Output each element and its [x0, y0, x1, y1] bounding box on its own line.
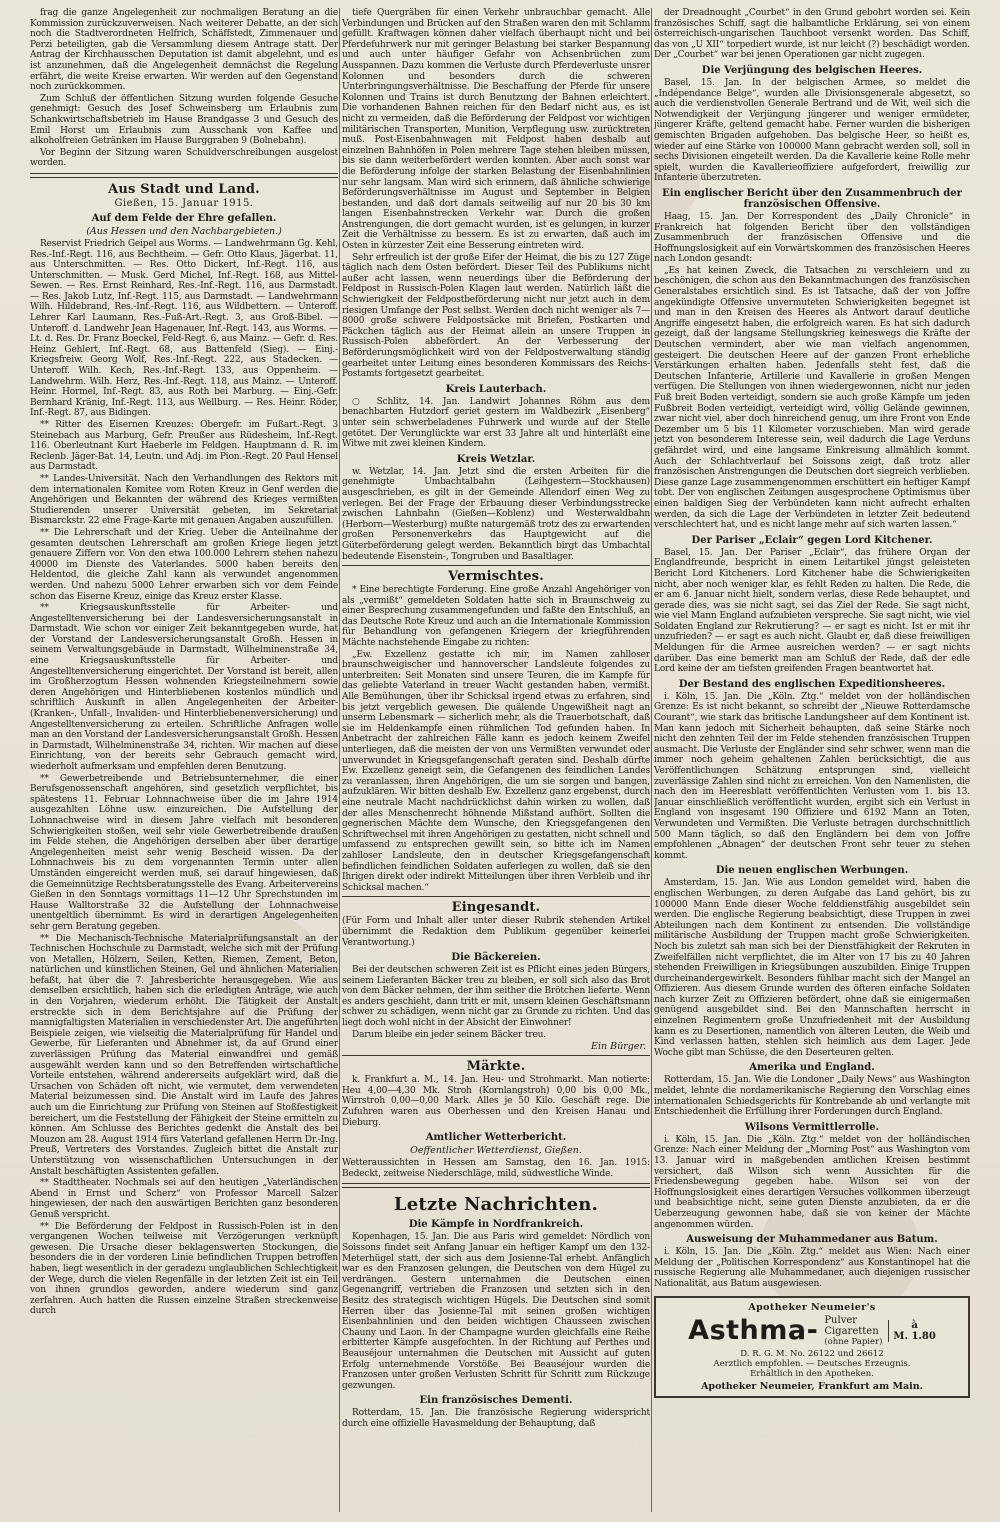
article-paragraph: i. Köln, 15. Jan. Die „Köln. Ztg.“ meldet aus Wien: Nach einer Meldung der „Politischen Korrespondenz“ aus Konstantinopel hat die russische Regierung alle Muhammedaner, auch diejenigen russischer Nationalität, aus Batum ausgewiesen.: [654, 1247, 970, 1289]
ad-price: [888, 1320, 935, 1342]
ad-footer: Apotheker Neumeier, Frankfurt am Main.: [701, 1380, 923, 1392]
article-heading: Ein französisches Dementi.: [419, 1395, 573, 1407]
section-heading: Eingesandt.: [451, 900, 541, 916]
section-heading: Märkte.: [466, 1059, 526, 1075]
article-paragraph: Sehr erfreulich ist der große Eifer der Heimat, die bis zu 127 Züge täglich nach dem Osten befördert. Dieser Teil des Publikums nicht außer acht lassen, wenn neuerdings über die Beförderung der Feldpost in Russisch-Polen Klagen laut werden. Natürlich läßt die Schwierigkeit der Feldpostbeförderung nicht nur jetzt auch in dem riesigen Umfange der Post selbst. Werden doch nicht weniger als 7—8000 große schwere Feldpostsäcke mit Briefen, Postkarten und Päckchen täglich aus der Heimat allein an unsere Truppen in Russisch-Polen abbefördert. An der Verbesserung der Beförderungsmöglichkeit wird von der Feldpostverwaltung ständig gearbeitet unter Leitung eines besonderen Kommissars des Reichs-Postamts fortgesetzt gearbeitet.: [342, 252, 650, 380]
ad-product-note: (ohne Papier): [824, 1336, 883, 1347]
article-paragraph: Zum Schluß der öffentlichen Sitzung wurden folgende Gesuche genehmigt: Gesuch des Josef Schweinsberg um Erlaubnis zum Schankwirtschaftsbetrieb im Hause Brandgasse 3 und Gesuch des Emil Horst um Erlaubnis zum Ausschank von Kaffee und alkoholfreien Getränken im Hause Burggraben 9 (Bolnebahn).: [30, 93, 338, 147]
ad-product-row: [662, 1315, 962, 1347]
article-paragraph: ** Die Beförderung der Feldpost in Russisch-Polen ist in den vergangenen Wochen teilweise mit Verzögerungen verknüpft gewesen. Die Ursache dieser beklagenswerten Stockungen, die besonders die in der vorderen Linie befindlichen Truppen betroffen haben, liegt wesentlich in der geradezu unglaublichen Schlechtigkeit der Wege, durch die vielen Regenfälle in der letzten Zeit ist ein Teil von ihnen grundlos geworden, andere wiederum sind ganz zerfahren. Auch hatten die Russen einzelne Straßen streckenweise durch: [30, 1221, 338, 1317]
ad-product-name: Asthma-: [688, 1315, 819, 1347]
article-heading: Amerika und England.: [749, 1062, 875, 1074]
ad-product-type: Cigaretten: [824, 1325, 879, 1337]
article-paragraph: Vor Beginn der Sitzung waren Schuldverschreibungen ausgelost worden.: [30, 147, 338, 169]
article-paragraph: ** Die Lehrerschaft und der Krieg. Ueber die Anteilnahme der gesamten deutschen Lehrerschaft am großen Kriege liegen jetzt genauere Ziffern vor. Von den etwa 100.000 Lehrern stehen nahezu 40000 im Dienste des Vaterlandes. 5000 haben bereits den Heldentod, die gleiche Zahl kann als verwundet angenommen werden. Und nahezu 5000 Lehrer erwarben sich vor dem Feinde schon das Eiserne Kreuz, einige das Kreuz erster Klasse.: [30, 527, 338, 602]
column-rule: [651, 8, 652, 1512]
ad-price-prefix: à: [911, 1319, 918, 1331]
article-heading: Amtlicher Wetterbericht.: [425, 1132, 567, 1144]
column-rule: [339, 8, 340, 1512]
section-heading: Vermischtes.: [448, 569, 544, 585]
article-paragraph: Rotterdam, 15. Jan. Wie die Londoner „Daily News“ aus Washington meldet, lehnte die nordamerikanische Regierung den Vorschlag eines internationalen Schiedsgerichts für Kontrebande ab und verlangte mit Entschiedenheit die Erfüllung ihrer Forderungen durch England.: [654, 1075, 970, 1118]
article-heading: Die Verjüngung des belgischen Heeres.: [701, 64, 923, 76]
article-heading: Ein englischer Bericht über den Zusammenbruch der französischen Offensive.: [662, 187, 962, 210]
article-paragraph: der Dreadnought „Courbet“ in den Grund gebohrt worden sei. Kein französisches Schiff, sagt die halbamtliche Erklärung, sei von einem österreichisch-ungarischen Tauchboot versenkt worden. Das Schiff, das von „U XII“ torpediert wurde, ist nur leicht (?) beschädigt worden. Der „Courbet“ war bei jenen Operationen gar nicht zugegen.: [654, 8, 970, 61]
article-paragraph: Basel, 15. Jan. In der belgischen Armee, so meldet die „Indépendance Belge“, wurden alle Divisionsgenerale abgesetzt, so auch die verdienstvollen Generale Bertrand und de Wit, weil sich die Notwendigkeit der Verjüngung jüngerer und weniger ermüdeter, jüngerer Kräfte, geltend gemacht habe. Ferner wurden die bisherigen gemischten Brigaden aufgehoben. Das belgische Heer, so heißt es, wieder auf eine Stärke von 100000 Mann gebracht werden soll, soll in sechs Divisionen eingeteilt werden. Da die Kavallerie keine Rolle mehr spielt, wurden die Kavallerieoffiziere aufgefordert, freiwillig zur Infanterie überzutreten.: [654, 77, 970, 184]
article-subheading: (Aus Hessen und den Nachbargebieten.): [86, 225, 282, 237]
article-heading: Der Bestand des englischen Expeditionsheeres.: [678, 678, 946, 690]
article-heading: Die Bäckereien.: [451, 952, 541, 964]
asthma-advertisement: [654, 1296, 970, 1398]
section-heading: Aus Stadt und Land.: [108, 181, 260, 197]
section-divider: [342, 1055, 650, 1056]
section-heading: Letzte Nachrichten.: [393, 1194, 599, 1216]
article-paragraph: ○ Schlitz, 14. Jan. Landwirt Johannes Röhm aus dem benachbarten Hutzdorf geriet gestern im Waldbezirk „Eisenberg“ unter sein schwerbeladenes Fuhrwerk und wurde auf der Stelle getötet. Der Verunglückte war erst 33 Jahre alt und hinterläßt eine Witwe mit zwei kleinen Kindern.: [342, 396, 650, 450]
article-paragraph: Rotterdam, 15. Jan. Die französische Regierung widerspricht durch eine offizielle Havasmeldung der Behauptung, daß: [342, 1408, 650, 1429]
article-paragraph: Darum bleibe ein jeder seinem Bäcker treu.: [352, 1029, 547, 1040]
article-paragraph: tiefe Quergräben für einen Verkehr unbrauchbar gemacht. Alle Verbindungen und Brücken auf den Straßen waren den mit Schlamm gefüllt. Kraftwagen können daher vielfach überhaupt nicht und bei Pferdefuhrwerk nur mit geringer Belastung bei starker Bespannung und auch unter häufiger Gefahr von Achsenbrüchen zum Ausspannen. Dazu kommen die Verluste durch Pferdeverluste unsrer Kolonnen und besonders durch die schweren Unterbringungsverhältnisse. Die Beschaffung der Pferde für unsere Kolonnen und Trains ist durch Benutzung der Bahnen erleichtert. Die vorhandenen Bahnen reichen für den Bedarf nicht aus, es ist nicht zu vermeiden, daß die Beförderung der Feldpost vor wichtigen militärischen Transporten, Munition, Verpflegung usw. zurücktreten muß. Post-Eisenbahnwagen mit Feldpost haben deshalb auf einzelnen Bahnhöfen in Polen mehrere Tage stehen bleiben müssen, bis sie dann weiterbefördert werden konnten. Aber auch sonst war die Beförderung infolge der starken Belastung der Eisenbahnlinien nur sehr langsam. Man wird sich erinnern, daß ähnliche schwierige Beförderungsverhältnisse im August und September in Belgien bestanden, und daß dort damals seitweilig auf nur 20 bis 30 km langen Eisenbahnstrecken Verkehr war. Durch die großen Anstrengungen, die dort gemacht wurden, ist es gelungen, in kurzer Zeit die Verhältnisse zu bessern. Es ist zu erwarten, daß auch im Osten in kürzester Zeit eine Besserung eintreten wird.: [342, 8, 650, 252]
section-divider: [342, 1183, 650, 1188]
article-paragraph: Basel, 15. Jan. Der Pariser „Eclair“, das frühere Organ der Englandfreunde, bespricht in einem Leitartikel jüngst geleisteten Bericht Lord Kitcheners. Lord Kitchener habe die Schwierigkeiten nicht, aber noch weniger klar, es fehlt Reden zu halten. Die Rede, die er am 6. Januar nicht hielt, sondern verlas, diese Rede behauptet, und gerade dies, was sie nicht sagt, sei das Ziel der Rede. Sie sagt nicht, wie viel Mann England aufzubieten verspreche. Sie sagt nicht, wie viel Soldaten England zur Rekrutierung? — er sagt es nicht. Ist er mit ihr unzufrieden? — er sagt es auch nicht. Glaubt er, daß diese freiwilligen Meldungen für die Armee ausreichen werden? — er sagt nichts darüber. Das eine bemerkt man am Schluß der Rede, daß der edle Lord keine der am tiefsten greifenden Fragen beantwortet hat.: [654, 547, 970, 675]
article-paragraph: Kopenhagen, 15. Jan. Die aus Paris wird gemeldet: Nördlich von Soissons findet seit Anfang Januar ein heftiger Kampf um den 132-Meterhügel statt, der sich aus dem Josienne-Tal erhebt. Anfänglich war es den Franzosen gelungen, die Deutschen von dem Hügel zu verdrängen. Gestern unternahmen die Deutschen einen Gegenangriff, vertrieben die Franzosen und setzten sich in den Besitz des strategisch wichtigen Hügels. Die Deutschen sind somit Herren über das Josienne-Tal mit seinen großen wichtigen Eisenbahnlinien und den beiden wichtigen Chausseen zwischen Chauny und Laon. In der Champagne wurden gleichfalls eine Reihe erbitterter Kämpfe ausgefochten. In der Richtung auf Perthes und Beauséjour unternahmen die Deutschen mit Aussicht auf guten Erfolg unternehmende Vorstöße. Bei Beauséjour wurden die Franzosen unter großen Verlusten Schritt für Schritt zum Rückzuge gezwungen.: [342, 1232, 650, 1391]
ad-header: Apotheker Neumeier's: [748, 1301, 876, 1313]
dateline: Gießen, 15. Januar 1915.: [114, 197, 254, 209]
article-paragraph: Amsterdam, 15. Jan. Wie aus London gemeldet wird, haben die englischen Werbungen, zu deren Aufgabe das Land gehört, bis zu 100000 Mann Ende dieser Woche felddienstfähig ausgebildet sein werden. Die englische Regierung beabsichtigt, diese Truppen in zwei Abteilungen nach dem Kontinent zu entsenden. Die vollständige militärische Ausbildung der Truppen macht große Schwierigkeiten. Noch bis zuletzt sah man sich bei der Dienstfähigkeit der Rekruten in Zweifelfällen nicht verpflichtet, die im Alter von 17 bis zu 40 Jahren stehenden Freiwilligen in Kriegsübungen auszubilden. Einige Truppen durcheinandergewirkelt. Besonders fühlbar macht sich der Mangel an Offizieren. Aus diesem Grunde wurden des öfteren einfache Soldaten nach kurzer Zeit zu Offizieren befördert, ohne daß sie einigermaßen genügend ausgebildet sind. Bei den Mannschaften herrscht in einzelnen Regimentern große Unzufriedenheit mit der Ausbildung kann es zu Desertionen, namentlich von älteren Leuten, die Weib und Kind verlassen hatten, stehlen sich heimlich aus dem Lager. Jede Woche gibt man Schüsse, die den Deserteuren gelten.: [654, 878, 970, 1058]
article-paragraph: i. Köln, 15. Jan. Die „Köln. Ztg.“ meldet von der holländischen Grenze: Es ist nicht bekannt, so schreibt der „Nieuwe Rotterdamsche Courant“, wie stark das britische Landungsheer auf dem Kontinent ist. Man kann jedoch mit Sicherheit behaupten, daß seine Stärke noch nicht den zehnten Teil der im Felde stehenden französischen Truppen ausmacht. Die Verluste der Engländer sind sehr schwer, wenn man die immer noch geheim gehaltenen Zahlen berücksichtigt, die aus Veröffentlichungen Schätzung entsprungen sind, vielleicht zuverlässige Zahlen sind nicht zu erreichen. Von den Namenlisten, die nach den im Heeresblatt veröffentlichten Verlusten vom 1. bis 13. Januar einschließlich veröffentlicht wurden, ergibt sich ein Verlust in England von insgesamt 190 Offiziere und 6192 Mann an Toten, Verwundeten und Vermißten. Die Verluste betragen durchschnittlich 500 Mann täglich, so daß den Engländern bei dem von Joffre empfohlenen „Abnagen“ der deutschen Front sehr teuer zu stehen kommt.: [654, 691, 970, 861]
article-paragraph: i. Köln, 15. Jan. Die „Köln. Ztg.“ meldet von der holländischen Grenze: Nach einer Meldung der „Morning Post“ aus Washington vom 13. Januar wird in maßgebenden amtlichen Kreisen bestimmt versichert, daß Wilson sich wenn Aussichten für die Friedensbewegung gegeben habe. Wilson sei von der Hoffnungslosigkeit eines derartigen Versuches vollkommen überzeugt und beabsichtige nicht, seine guten Dienste anzubieten, da er die Ueberzeugung gewonnen habe, daß sie von keiner der Mächte angenommen würden.: [654, 1134, 970, 1230]
article-heading: Die Kämpfe in Nordfrankreich.: [408, 1219, 584, 1231]
article-heading: Kreis Lauterbach.: [445, 383, 547, 395]
ad-price-value: M. 1.80: [893, 1330, 936, 1342]
article-paragraph: Bei der deutschen schweren Zeit ist es Pflicht eines jeden Bürgers, seinem Lieferanten Bäcker treu zu bleiben, er soll sich also das Brot von dem Bäcker nehmen, der ihm seither die Brötchen lieferte. Wenn es anders geschieht, dann tritt er mit, unsern kleinen Geschäftsmann schwer zu schädigen, wenn nicht gar zu Grunde zu richten. Und das liegt doch wohl nicht in der Absicht der Einwohner!: [342, 965, 650, 1029]
ad-line: Erhältlich in den Apotheken.: [750, 1368, 874, 1379]
article-paragraph: ** Ritter des Eisernen Kreuzes: Obergefr. im Fußart.-Regt. 3 Steinebach aus Marburg, Gefr. Preußer aus Rüdesheim, Inf.-Regt. 116. Oberleutnant Kurt Haeberle im Feldgen. Hauptmann d. R. im Reclenb. Jäger-Bat. 14, Leutn. und Adj. im Pion.-Regt. 20 Paul Hensel aus Darmstadt.: [30, 420, 338, 473]
article-paragraph: ** Gewerbetreibende und Betriebsunternehmer, die einer Berufsgenossenschaft angehören, sind gesetzlich verpflichtet, bis spätestens 11. Februar Lohnnachweise über die im Jahre 1914 ausgezahlten Löhne usw. einzureichen. Die Aufstellung der Lohnnachweise wird in diesem Jahre vielfach mit besonderen Schwierigkeiten stoßen, weil sehr viele Gewerbetreibende draußen im Felde stehen, die Angehörigen derselben aber über derartige Angelegenheiten meist sehr wenig Bescheid wissen. Da der Lohnnachweis bis zu dem vorgenannten Termin unter allen Umständen eingereicht werden muß, sei darauf hingewiesen, daß die Gemeinnützige Rechtsberatungsstelle des Evang. Arbeitervereins Gießen in den Sonntags vormittags 11—12 Uhr Sprechstunden im Hause Walltorstraße 32 die Aufstellung der Lohnnachweise unentgeltlich übernimmt. Es wird in derartigen Angelegenheiten sehr gern Beratung gegeben.: [30, 773, 338, 932]
article-paragraph: ** Die Mechanisch-Technische Materialprüfungsanstalt an der Technischen Hochschule zu Darmstadt, welche sich mit der Prüfung von Metallen, Hölzern, Seilen, Ketten, Riemen, Zement, Beton, natürlichen und künstlichen Steinen, Gel und ähnlichen Materialien befaßt, hat über die 7. Jahresberichte herausgegeben. Wie aus demselben ersichtlich, haben sich die erledigten Anträge, wie auch in den Vorjahren, wiederum erhöht. Die Tätigkeit der Anstalt erstreckte sich in dem Berichtsjahre auf die Prüfung der mannigfaltigsten Materialien in verschiedenster Art. Die angeführten Beispiele zeigen, wie vielseitig die Materialprüfung für Handel und Gewerbe, für Lieferanten und Abnehmer ist, da auf Grund einer zuverlässigen Prüfung das Material einwandfrei und gemäß ausgewählt werden kann und so den Betreffenden wirtschaftliche Vorteile entstehen, während andererseits aufgeklärt wird, daß die Ursachen von Schäden oft nicht, wie vermutet, dem verwendeten Material beizumessen sind. Die Anstalt wird im Laufe des Jahres auch um die Einrichtung zur Prüfung von Steinen auf Stoßfestigkeit bereichert, um die Feststellung der Fähigkeit der Steine ermitteln zu können. Am Schlusse des Berichtes gedenkt die Anstalt des bei Mouzon am 28. August 1914 fürs Vaterland gefallenen Herrn Dr.-Ing. Preuß, Vertreters des Vorstandes. Zugleich bittet die Anstalt zur Unterstützung von wissenschaftlichen Untersuchungen in der Anstalt beschäftigten Assistenten gefallen.: [30, 933, 338, 1177]
article-paragraph: w. Wetzlar, 14. Jan. Jetzt sind die ersten Arbeiten für die genehmigte Umbachtalbahn (Leihgestern—Stockhausen) ausgeschrieben, es gilt in der Gemeinde Allendorf einen Weg zu verlegen. Bei der Frage der Erbauung dieser Verbindungsstrecke zwischen Lahnbahn (Gießen—Koblenz) und Westerwaldbahn (Herborn—Westerburg) mußte naturgemäß trotz des zu erwartenden großen Personenverkehrs das Hauptgewicht auf die Güterbeförderung gelegt werden. Bekanntlich birgt das Umbachtal bedeutende Eisenstein-, Tongruben und Basaltlager.: [342, 466, 650, 562]
ad-product-type: Pulver: [824, 1314, 858, 1326]
article-paragraph: ** Kriegsauskunftsstelle für Arbeiter- und Angestelltenversicherung bei der Landesversicherungsanstalt in Darmstadt. Wie schon vor einiger Zeit bekanntgegeben wurde, hat der Vorstand der Landesversicherungsanstalt Großh. Hessen in seinem Verwaltungsgebäude in Darmstadt, Wilhelminenstraße 34, eine Kriegsauskunftsstelle für Arbeiter- und Angestelltenversicherung eingerichtet. Der Vorstand ist bereit, allen im Großherzogtum Hessen wohnenden Kriegsteilnehmern sowie deren Angehörigen und Hinterbliebenen kostenlos mündlich und schriftlich Auskunft in allen Angelegenheiten der Arbeiter- (Kranken-, Unfall-, Invaliden- und Hinterbliebenenversicherung) und Angestelltenversicherung zu erteilen. Schriftliche Anfragen wolle man an den Vorstand der Landesversicherungsanstalt Großh. Hessen in Darmstadt, Wilhelminenstraße 34, richten. Wir machen auf diese Einrichtung, von der bereits sehr Gebrauch gemacht wird, wiederholt aufmerksam und empfehlen deren Benutzung.: [30, 603, 338, 772]
article-heading: Wilsons Vermittlerrolle.: [744, 1121, 880, 1133]
article-paragraph: k. Frankfurt a. M., 14. Jan. Heu- und Strohmarkt. Man notierte: Heu 4,00—4,30 Mk. Stroh (Kornlangstroh) 0,00 bis 0,00 Mk., Wirrstroh 0,00—0,00 Mark. Alles je 50 Kilo. Geschäft rege. Die Zufuhren waren aus Oberhessen und den Kreisen Hanau und Dieburg.: [342, 1075, 650, 1128]
ad-line: Aerztlich empfohlen. — Deutsches Erzeugnis.: [713, 1358, 911, 1369]
signature-text: Ein Bürger.: [591, 1041, 646, 1053]
disclaimer-text: (Für Form und Inhalt aller unter dieser Rubrik stehenden Artikel übernimmt die Redaktion dem Publikum gegenüber keinerlei Verantwortung.): [342, 916, 650, 948]
column-right: [654, 8, 970, 1512]
section-divider: [30, 173, 338, 178]
article-paragraph: Haag, 15. Jan. Der Korrespondent des „Daily Chronicle“ in Frankreich hat folgenden Bericht über den vollständigen Zusammenbruch der französischen Offensive und die Hoffnungslosigkeit auf ein Vorwärtskommen des französischen Heeres nach London gesandt:: [654, 211, 970, 265]
article-heading: Der Pariser „Eclair“ gegen Lord Kitchener.: [691, 534, 933, 546]
article-paragraph: „Es hat keinen Zweck, die Tatsachen zu verschleiern und zu beschönigen, die schon aus den Bekanntmachungen des französischen Generalstabes ersichtlich sind. Es ist Tatsache, daß der von Joffre angekündigte Offensive unvermuteten Schwierigkeiten begegnet ist und man in den Kreisen des Heeres als Antwort darauf deutliche Angriffe eingesetzt haben, die erfolgreich waren. Es hat sich dadurch gezeigt, daß der langsame Stellungskrieg keineswegs die Kräfte der Deutschen vermindert, aber wie man vielfach angenommen, gesteigert. Die deutschen Heere auf der ganzen Front erhebliche Verstärkungen erhalten haben. Jedenfalls steht fest, daß die Deutschen Infanterie, Artillerie und Kavallerie in großen Mengen verfügen. Die Stellungen von ihnen wiedergewonnen, nicht nur jeden Fuß breit Boden verteidigt, sondern sie auch große Kämpfe um jeden Fußbreit Boden verteidigt, verteidigt wird, völlig Gelände gewinnen, zwar nicht viel, aber doch hinreichend genug, um ihre Front von Ende Dezember um 5 bis 11 Kilometer vorzuschieben. Man wird gerade jetzt von besonderem Interesse sein, weil dadurch die Lage Verduns gefährdet wird, und eine langsame Einkreisung allmählich kommt. Auch der Schlachtverlauf bei Soissons zeigt, daß trotz aller französischen Anstrengungen die Deutschen dort siegreich verblieben. Diese ganze Lage zusammengenommen erschüttert ein heftiger Kampf tobt. Der von englischen Zeitungen ausgesprochene Optimismus über einen baldigen Sieg der Verbündeten kann nicht aufrecht erhalten werden, da sich die Lage der Verbündeten in letzter Zeit bedeutend verschlechtert hat, und es nicht lange mehr auf sich warten lassen.“: [654, 265, 970, 531]
article-heading: Ausweisung der Muhammedaner aus Batum.: [686, 1234, 938, 1246]
article-heading: Auf dem Felde der Ehre gefallen.: [91, 212, 277, 224]
article-paragraph: ** Landes-Universität. Nach den Verhandlungen des Rektors mit dem internationalen Komitee vom Roten Kreuz in Genf werden die Angehörigen und Bekannten der während des Krieges vermißten Studierenden unserer Universität gebeten, im Sekretariat Bismarckstr. 22 eine Frage-Karte mit genauen Angaben auszufüllen.: [30, 473, 338, 527]
article-paragraph: frag die ganze Angelegenheit zur nochmaligen Beratung an die Kommission zurückzuverweisen. Nach weiterer Debatte, an der sich noch die Stadtverordneten Helfrich, Schäffstedt, Zimmenauer und Perzi beteiligten, gab die Versammlung diesem Antrage statt. Der Antrag der Kirchhausschen Deputation ist damit abgelehnt, und es ist anzunehmen, daß die Angelegenheit demnächst die Regelung erfährt, die weite Kreise erwarten. Wir werden auf den Gegenstand noch zurückkommen.: [30, 8, 338, 93]
section-divider: [342, 896, 650, 897]
article-heading: Die neuen englischen Werbungen.: [715, 865, 909, 877]
article-heading: Kreis Wetzlar.: [456, 453, 536, 465]
article-paragraph: Wetteraussichten in Hessen am Samstag, den 16. Jan. 1915: Bedeckt, zeitweise Niederschläge, mild, südwestliche Winde.: [342, 1158, 650, 1179]
article-paragraph: Reservist Friedrich Geipel aus Worms. — Landwehrmann Gg. Kehl, Res.-Inf.-Regt. 116, aus Bechtheim. — Gefr. Otto Klaus, Jägerbat. 11, aus Unterschmitten. — Res. Otto Dickert, Inf.-Regt. 116, aus Unterschmitten. — Musk. Gerd Michel, Inf.-Regt. 168, aus Mittel-Sewen. — Res. Ernst Reinhard, Res.-Inf.-Regt. 116, aus Darmstadt. — Res. Jakob Lutz, Inf.-Regt. 115, aus Darmstadt. — Landwehrmann Wilh. Hildebrand, Res.-Inf.-Regt. 116, aus Wildbettern. — Unteroff. Lehrer Karl Laumann, Res.-Fuß-Art.-Regt. 3, aus Groß-Bibel. — Unteroff. d. Landwehr Jean Hagenauer, Inf.-Regt. 143, aus Worms. — Lt. d. Res. Dr. Franz Boeckel, Feld-Regt. 6, aus Mainz. — Gefr. d. Res. Heinz Gehlert, Inf.-Regt. 68, aus Battenfeld (Sieg). — Einj.-Kriegsfreiw. Georg Wolf, Res.-Inf.-Regt. 222, aus Stadecken. — Unteroff. Wilh. Kech, Res.-Inf.-Regt. 133, aus Oppenheim. — Landwehrm. Wilh. Herz, Res.-Inf.-Regt. 118, aus Mainz. — Unteroff. Heinr. Hormel, Inf.-Regt. 83, aus Roth bei Marburg. — Einj.-Gefr. Bernhard Kränig, Inf.-Regt. 113, aus Wellburg. — Res. Heinr. Röder, Inf.-Regt. 87, aus Bidingen.: [30, 238, 338, 419]
article-paragraph: ** Stadttheater. Nochmals sei auf den heutigen „Vaterländischen Abend in Ernst und Scherz“ von Professor Marcell Salzer hingewiesen, der nach den auswärtigen Berichten ganz besonderen Genuß verspricht.: [30, 1178, 338, 1220]
column-middle: [342, 8, 650, 1512]
ad-product-types: [824, 1315, 882, 1347]
article-paragraph: * Eine berechtigte Forderung. Eine große Anzahl Angehöriger von als „vermißt“ gemeldeten Soldaten hatte sich in Braunschweig zu einer Besprechung zusammengefunden und faßte den Entschluß, an das Deutsche Rote Kreuz und auch an die Internationale Kommission für Behandlung von gefangenen Kriegern der kriegführenden Mächte nachstehende Eingabe zu richten:: [342, 585, 650, 649]
article-subheading: Oeffentlicher Wetterdienst, Gießen.: [410, 1145, 582, 1157]
section-divider: [342, 565, 650, 566]
ad-registration: D. R. G. M. No. 26122 und 26612: [740, 1348, 884, 1359]
column-left: [30, 8, 338, 1512]
article-paragraph: „Ew. Exzellenz gestatte ich mir, im Namen zahlloser braunschweigischer und hannoverscher Landsleute folgendes zu unterbreiten: Seit Monaten sind unsere Teuren, die im Kampfe für das geliebte Vaterland in treuer Wacht gestanden haben, vermißt. Alle Bemühungen, über ihr Schicksal irgend etwas zu erfahren, sind bis jetzt vergeblich gewesen. Die quälende Ungewißheit nagt an unserm Lebensmark — sicherlich mehr, als die Trauerbotschaft, daß sie im Heldenkampfe einen rühmlichen Tod gefunden haben. In Anbetracht der zahlreichen Fälle kann es jedoch keinem Zweifel unterliegen, daß die meisten der von uns Vermißten verwundet oder unverwundet in Kriegsgefangenschaft geraten sind. Deshalb dürfte Ew. Exzellenz geneigt sein, die Gefangenen des feindlichen Landes zu veranlassen, ihren Angehörigen, die um sie sorgen und bangen, aufzuklären. Wir bitten deshalb Ew. Exzellenz ganz ergebenst, durch eine neutrale Macht nachdrücklichst dahin wirken zu wollen, daß der alles Menschenrecht höhnende Mißstand aufhört. Sollten die gegnerischen Mächte dem Wunsche, den Kriegsgefangenen den Schriftwechsel mit ihren Angehörigen zu gestatten, nicht schnell und umfassend zu entsprechen gewillt sein, so bitte ich im Namen zahlloser Landsleute, den in deutscher Kriegsgefangenschaft befindlichen feindlichen Soldaten auferlegen zu wollen, daß sie den Ihrigen direkt oder indirekt Mitteilungen über ihren Verbleib und ihr Schicksal machen.“: [342, 649, 650, 893]
